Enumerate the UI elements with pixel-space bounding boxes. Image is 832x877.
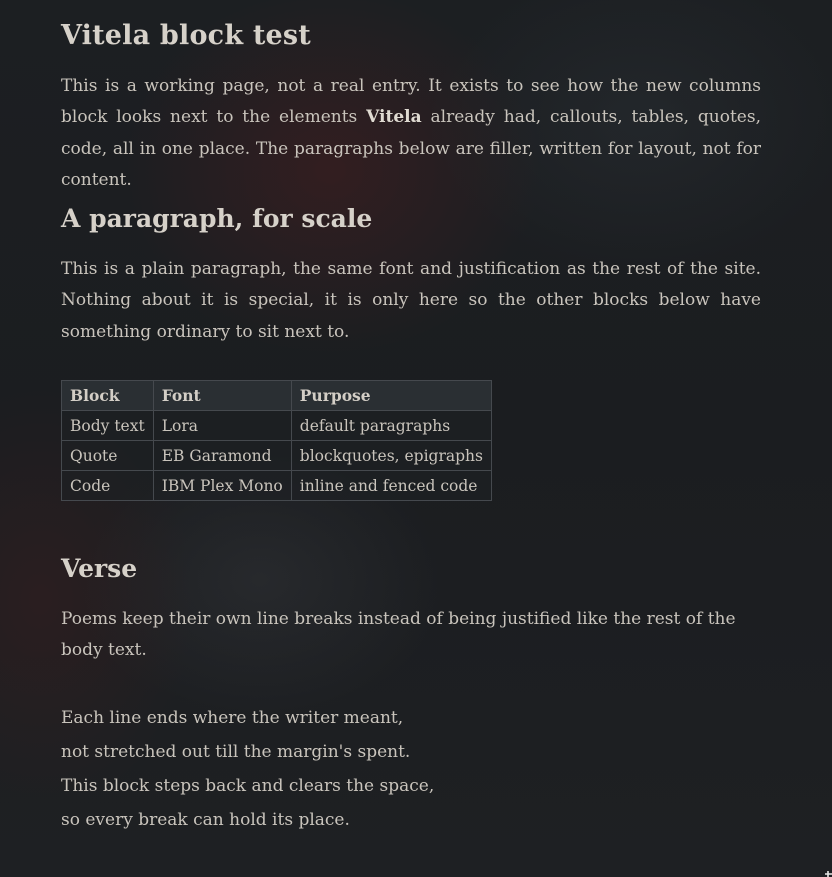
intro-paragraph <box>61 71 761 196</box>
page-title: Vitela block test <box>61 20 311 51</box>
table-header-cell: Font <box>153 381 291 411</box>
table-header-row <box>62 381 492 411</box>
table-cell: blockquotes, epigraphs <box>291 441 491 471</box>
verse-block <box>61 701 434 837</box>
intro-text-after: already had, callouts, tables, quotes, code, all in one place. The paragraphs below are filler, written for layout, not for content. <box>61 107 761 190</box>
table-cell: inline and fenced code <box>291 471 491 501</box>
verse-line: This block steps back and clears the space, <box>61 776 435 796</box>
table-header-cell: Purpose <box>291 381 491 411</box>
verse-line: not stretched out till the margin's spent. <box>61 742 411 762</box>
table-row <box>62 471 492 501</box>
intro-text-before: This is a working page, not a real entry. It exists to see how the new columns block looks next to the elements <box>61 76 761 128</box>
resize-handle-icon[interactable] <box>820 865 832 877</box>
heading-verse: Verse <box>61 554 138 583</box>
table-cell: IBM Plex Mono <box>153 471 291 501</box>
table-header-cell: Block <box>62 381 154 411</box>
table-row <box>62 411 492 441</box>
verse-line: Each line ends where the writer meant, <box>61 708 404 728</box>
intro-bold-name: Vitela <box>366 107 422 128</box>
verse-intro-paragraph: Poems keep their own line breaks instead of being justified like the rest of the body text. <box>61 609 736 661</box>
table-cell: Lora <box>153 411 291 441</box>
heading-paragraph-for-scale: A paragraph, for scale <box>61 204 373 233</box>
verse-line: so every break can hold its place. <box>61 810 350 830</box>
table-cell: Body text <box>62 411 154 441</box>
table-cell: EB Garamond <box>153 441 291 471</box>
fonts-table <box>61 380 492 501</box>
table-cell: Quote <box>62 441 154 471</box>
table-row <box>62 441 492 471</box>
table-cell: Code <box>62 471 154 501</box>
scale-paragraph: This is a plain paragraph, the same font and justification as the rest of the site. Nothing about it is special, it is only here so the other blocks below have something ordinary to sit next to. <box>61 259 761 342</box>
table-cell: default paragraphs <box>291 411 491 441</box>
